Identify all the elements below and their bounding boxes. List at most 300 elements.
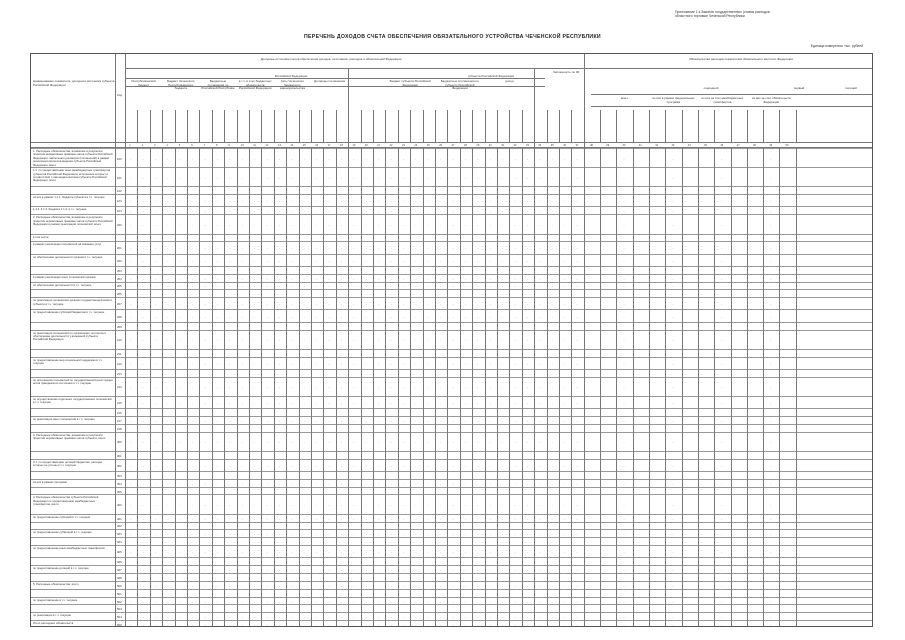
empty-cell-dash: - [576, 532, 578, 537]
empty-cell-dash: - [167, 599, 169, 604]
empty-cell-dash: - [179, 532, 181, 537]
empty-cell-dash: - [502, 599, 504, 604]
empty-cell-dash: - [291, 385, 293, 390]
empty-cell-dash: - [341, 175, 342, 180]
empty-cell-dash: - [217, 314, 218, 319]
empty-cell-dash: - [130, 361, 132, 366]
empty-cell-dash: - [452, 222, 454, 227]
empty-cell-dash: - [204, 400, 206, 405]
empty-cell-dash: - [303, 276, 305, 281]
row-code: 403 [117, 532, 122, 537]
empty-cell-dash: - [527, 246, 528, 251]
empty-cell-dash: - [390, 209, 392, 214]
empty-cell-dash: - [672, 209, 674, 214]
empty-cell-dash: - [527, 222, 528, 227]
empty-cell-dash: - [527, 385, 528, 390]
empty-cell-dash: - [167, 516, 169, 521]
empty-cell-dash: - [527, 583, 528, 588]
empty-cell-dash: - [365, 222, 367, 227]
empty-cell-dash: - [527, 284, 528, 289]
empty-cell-dash: - [241, 284, 243, 289]
empty-cell-dash: - [427, 623, 429, 627]
empty-cell-dash: - [390, 463, 392, 468]
empty-cell-dash: - [721, 361, 723, 366]
empty-cell-dash: - [254, 361, 256, 366]
empty-cell-dash: - [477, 246, 479, 251]
empty-cell-dash: - [477, 258, 479, 263]
body-column-divider [336, 148, 337, 626]
empty-cell-dash: - [477, 503, 479, 508]
header-column-divider [150, 110, 151, 142]
empty-cell-dash: - [155, 440, 156, 445]
empty-cell-dash: - [341, 302, 342, 307]
empty-cell-dash: - [254, 623, 256, 627]
empty-cell-dash: - [266, 385, 268, 390]
empty-cell-dash: - [328, 516, 330, 521]
empty-cell-dash: - [279, 175, 280, 180]
body-column-divider [311, 148, 312, 626]
empty-cell-dash: - [365, 246, 367, 251]
empty-cell-dash: - [155, 246, 156, 251]
empty-cell-dash: - [551, 258, 553, 263]
empty-cell-dash: - [229, 361, 231, 366]
empty-cell-dash: - [465, 532, 466, 537]
empty-cell-dash: - [291, 222, 293, 227]
empty-cell-dash: - [623, 209, 625, 214]
row-code: 208 [117, 314, 122, 319]
empty-cell-dash: - [378, 246, 380, 251]
empty-cell-dash: - [241, 503, 243, 508]
column-number: 45 [704, 144, 707, 147]
empty-cell-dash: - [142, 400, 144, 405]
row-label: 2. Расходные обязательства, возникшие в результате принятия нормативных правовых актов субъекта Российской Федерации в рамках реализации полномочий, всего [33, 216, 113, 227]
empty-cell-dash: - [452, 599, 454, 604]
column-number: 13 [278, 144, 281, 147]
empty-cell-dash: - [502, 516, 504, 521]
empty-cell-dash: - [403, 418, 404, 423]
empty-cell-dash: - [254, 302, 256, 307]
column-number: 12 [265, 144, 269, 147]
empty-cell-dash: - [539, 418, 541, 423]
empty-cell-dash: - [502, 463, 504, 468]
empty-cell-dash: - [353, 400, 355, 405]
empty-cell-dash: - [142, 209, 144, 214]
empty-cell-dash: - [427, 599, 429, 604]
empty-cell-dash: - [514, 258, 516, 263]
empty-cell-dash: - [204, 314, 206, 319]
empty-cell-dash: - [564, 361, 566, 366]
empty-cell-dash: - [179, 156, 181, 161]
empty-cell-dash: - [672, 361, 674, 366]
header-group-a: Доходные источники счетов обеспечения доходов, источников, расходов и обязательной Федерации [260, 58, 402, 61]
empty-cell-dash: - [440, 175, 442, 180]
row-label: по обеспечению деятельности в т.ч. текущие [33, 283, 92, 287]
empty-cell-dash: - [770, 503, 772, 508]
empty-cell-dash: - [229, 583, 231, 588]
empty-cell-dash: - [427, 385, 429, 390]
empty-cell-dash: - [254, 532, 256, 537]
empty-cell-dash: - [378, 418, 380, 423]
empty-cell-dash: - [576, 440, 578, 445]
empty-cell-dash: - [514, 338, 516, 343]
empty-cell-dash: - [291, 623, 293, 627]
empty-cell-dash: - [489, 314, 491, 319]
empty-cell-dash: - [217, 302, 218, 307]
empty-cell-dash: - [427, 481, 429, 486]
empty-cell-dash: - [266, 418, 268, 423]
empty-cell-dash: - [378, 440, 380, 445]
empty-cell-dash: - [241, 568, 243, 573]
empty-cell-dash: - [427, 568, 429, 573]
row-code: 100 [117, 156, 122, 161]
empty-cell-dash: - [204, 222, 206, 227]
empty-cell-dash: - [770, 481, 772, 486]
empty-cell-dash: - [502, 156, 504, 161]
empty-cell-dash: - [427, 550, 429, 555]
column-number: 49 [769, 144, 773, 147]
empty-cell-dash: - [427, 400, 429, 405]
empty-cell-dash: - [770, 400, 772, 405]
body-column-divider [162, 148, 163, 626]
empty-cell-dash: - [217, 440, 218, 445]
empty-cell-dash: - [341, 583, 342, 588]
empty-cell-dash: - [328, 623, 330, 627]
row-label: по осуществлению отдельных государственных полномочий в т.ч. текущие [33, 397, 112, 405]
empty-cell-dash: - [440, 418, 442, 423]
empty-cell-dash: - [564, 276, 566, 281]
empty-cell-dash: - [672, 516, 674, 521]
empty-cell-dash: - [672, 463, 674, 468]
empty-cell-dash: - [167, 400, 169, 405]
empty-cell-dash: - [672, 615, 674, 620]
attachment-note [675, 10, 895, 19]
empty-cell-dash: - [241, 615, 243, 620]
empty-cell-dash: - [514, 516, 516, 521]
header-column-divider [497, 110, 498, 142]
empty-cell-dash: - [353, 599, 355, 604]
empty-cell-dash: - [266, 361, 268, 366]
empty-cell-dash: - [576, 615, 578, 620]
empty-cell-dash: - [721, 246, 723, 251]
empty-cell-dash: - [539, 222, 541, 227]
empty-cell-dash: - [192, 258, 194, 263]
empty-cell-dash: - [365, 209, 367, 214]
empty-cell-dash: - [353, 284, 355, 289]
empty-cell-dash: - [155, 175, 156, 180]
empty-cell-dash: - [142, 599, 144, 604]
body-column-divider [274, 148, 275, 626]
empty-cell-dash: - [489, 385, 491, 390]
empty-cell-dash: - [341, 246, 342, 251]
empty-cell-dash: - [316, 276, 318, 281]
column-number: 41 [638, 144, 642, 147]
empty-cell-dash: - [576, 222, 578, 227]
empty-cell-dash: - [365, 615, 367, 620]
header-column-divider [435, 110, 436, 142]
empty-cell-dash: - [167, 550, 169, 555]
empty-cell-dash: - [353, 175, 355, 180]
empty-cell-dash: - [378, 276, 380, 281]
header-column-caption: Республиканский бюджет [131, 80, 156, 87]
empty-cell-dash: - [576, 258, 578, 263]
empty-cell-dash: - [770, 568, 772, 573]
empty-cell-dash: - [279, 276, 280, 281]
empty-cell-dash: - [452, 418, 454, 423]
empty-cell-dash: - [155, 550, 156, 555]
empty-cell-dash: - [527, 568, 528, 573]
empty-cell-dash: - [266, 615, 268, 620]
empty-cell-dash: - [489, 550, 491, 555]
body-column-divider [584, 148, 585, 626]
empty-cell-dash: - [415, 503, 417, 508]
empty-cell-dash: - [672, 400, 674, 405]
empty-cell-dash: - [672, 481, 674, 486]
column-number: 10 [240, 144, 244, 147]
empty-cell-dash: - [328, 276, 330, 281]
empty-cell-dash: - [477, 400, 479, 405]
empty-cell-dash: - [502, 418, 504, 423]
empty-cell-dash: - [353, 568, 355, 573]
empty-cell-dash: - [672, 503, 674, 508]
empty-cell-dash: - [130, 418, 132, 423]
empty-cell-dash: - [378, 599, 380, 604]
empty-cell-dash: - [316, 599, 318, 604]
empty-cell-dash: - [328, 400, 330, 405]
empty-cell-dash: - [353, 481, 355, 486]
empty-cell-dash: - [378, 338, 380, 343]
empty-cell-dash: - [217, 361, 218, 366]
header-column-divider [361, 110, 362, 142]
empty-cell-dash: - [452, 258, 454, 263]
empty-cell-dash: - [415, 222, 417, 227]
empty-cell-dash: - [489, 156, 491, 161]
empty-cell-dash: - [328, 338, 330, 343]
empty-cell-dash: - [489, 302, 491, 307]
body-column-divider [747, 148, 748, 626]
empty-cell-dash: - [390, 418, 392, 423]
empty-cell-dash: - [489, 258, 491, 263]
empty-cell-dash: - [142, 156, 144, 161]
empty-cell-dash: - [217, 599, 218, 604]
row-code: 302 [117, 463, 122, 468]
empty-cell-dash: - [527, 463, 528, 468]
empty-cell-dash: - [539, 623, 541, 627]
header-column-divider [779, 110, 780, 142]
empty-cell-dash: - [316, 615, 318, 620]
empty-cell-dash: - [303, 503, 305, 508]
empty-cell-dash: - [142, 175, 144, 180]
row-code: 301 [117, 453, 122, 458]
empty-cell-dash: - [316, 314, 318, 319]
empty-cell-dash: - [672, 550, 674, 555]
empty-cell-dash: - [415, 623, 417, 627]
empty-cell-dash: - [328, 568, 330, 573]
empty-cell-dash: - [489, 199, 491, 204]
row-label: 3.1. по предоставлению дотаций бюджетам, расходы которых не учтены в т.ч. текущие [33, 460, 103, 468]
row-label: по предоставлению дотаций в т.ч. текущие [33, 567, 89, 571]
empty-cell-dash: - [266, 246, 268, 251]
empty-cell-dash: - [291, 302, 293, 307]
empty-cell-dash: - [623, 568, 625, 573]
empty-cell-dash: - [721, 568, 723, 573]
header-column-divider [584, 110, 585, 142]
empty-cell-dash: - [440, 550, 442, 555]
empty-cell-dash: - [192, 302, 194, 307]
header-column-divider [534, 110, 535, 142]
empty-cell-dash: - [452, 361, 454, 366]
empty-cell-dash: - [254, 246, 256, 251]
empty-cell-dash: - [721, 532, 723, 537]
empty-cell-dash: - [672, 623, 674, 627]
body-column-divider [447, 148, 448, 626]
empty-cell-dash: - [465, 302, 466, 307]
empty-cell-dash: - [303, 209, 305, 214]
empty-cell-dash: - [266, 156, 268, 161]
empty-cell-dash: - [415, 532, 417, 537]
header-column-divider [398, 110, 399, 142]
empty-cell-dash: - [551, 222, 553, 227]
empty-cell-dash: - [353, 503, 355, 508]
empty-cell-dash: - [316, 623, 318, 627]
header-column-divider [682, 110, 683, 142]
header-column-divider [175, 110, 176, 142]
empty-cell-dash: - [229, 481, 231, 486]
empty-cell-dash: - [130, 503, 132, 508]
empty-cell-dash: - [623, 583, 625, 588]
empty-cell-dash: - [403, 314, 404, 319]
empty-cell-dash: - [229, 175, 231, 180]
empty-cell-dash: - [217, 503, 218, 508]
column-number: 22 [389, 144, 393, 147]
empty-cell-dash: - [316, 302, 318, 307]
empty-cell-dash: - [179, 481, 181, 486]
empty-cell-dash: - [551, 385, 553, 390]
empty-cell-dash: - [217, 338, 218, 343]
empty-cell-dash: - [551, 463, 553, 468]
body-column-divider [485, 148, 486, 626]
empty-cell-dash: - [229, 440, 231, 445]
empty-cell-dash: - [489, 338, 491, 343]
empty-cell-dash: - [241, 550, 243, 555]
empty-cell-dash: - [179, 276, 181, 281]
empty-cell-dash: - [328, 361, 330, 366]
empty-cell-dash: - [440, 246, 442, 251]
empty-cell-dash: - [564, 583, 566, 588]
empty-cell-dash: - [576, 314, 578, 319]
empty-cell-dash: - [514, 361, 516, 366]
empty-cell-dash: - [130, 222, 132, 227]
empty-cell-dash: - [564, 209, 566, 214]
empty-cell-dash: - [167, 199, 169, 204]
empty-cell-dash: - [623, 400, 625, 405]
column-number: 34 [538, 144, 542, 147]
empty-cell-dash: - [770, 385, 772, 390]
empty-cell-dash: - [266, 583, 268, 588]
empty-cell-dash: - [217, 284, 218, 289]
empty-cell-dash: - [179, 615, 181, 620]
row-label: по исполнению полномочий по государственной регистрации актов гражданского состояния в т.ч. текущие [33, 378, 113, 386]
empty-cell-dash: - [328, 532, 330, 537]
empty-cell-dash: - [217, 199, 218, 204]
empty-cell-dash: - [316, 338, 318, 343]
empty-cell-dash: - [477, 623, 479, 627]
column-number: 47 [736, 144, 740, 147]
empty-cell-dash: - [576, 302, 578, 307]
empty-cell-dash: - [155, 276, 156, 281]
empty-cell-dash: - [415, 385, 417, 390]
empty-cell-dash: - [142, 418, 144, 423]
header-column-divider [763, 110, 764, 142]
header-rule [125, 68, 873, 69]
empty-cell-dash: - [564, 418, 566, 423]
body-column-divider [731, 148, 732, 626]
empty-cell-dash: - [291, 338, 293, 343]
empty-cell-dash: - [303, 532, 305, 537]
empty-cell-dash: - [179, 440, 181, 445]
empty-cell-dash: - [514, 550, 516, 555]
empty-cell-dash: - [130, 481, 132, 486]
empty-cell-dash: - [415, 156, 417, 161]
empty-cell-dash: - [241, 532, 243, 537]
empty-cell-dash: - [192, 463, 194, 468]
empty-cell-dash: - [770, 418, 772, 423]
empty-cell-dash: - [770, 314, 772, 319]
empty-cell-dash: - [440, 156, 442, 161]
empty-cell-dash: - [427, 463, 429, 468]
header-column-divider [212, 110, 213, 142]
empty-cell-dash: - [279, 246, 280, 251]
empty-cell-dash: - [204, 583, 206, 588]
empty-cell-dash: - [514, 314, 516, 319]
empty-cell-dash: - [266, 503, 268, 508]
empty-cell-dash: - [551, 550, 553, 555]
empty-cell-dash: - [477, 276, 479, 281]
empty-cell-dash: - [303, 615, 305, 620]
empty-cell-dash: - [192, 314, 194, 319]
empty-cell-dash: - [217, 516, 218, 521]
empty-cell-dash: - [452, 246, 454, 251]
row-code: 600 [117, 623, 122, 627]
empty-cell-dash: - [167, 284, 169, 289]
empty-cell-dash: - [353, 463, 355, 468]
empty-cell-dash: - [390, 361, 392, 366]
body-column-divider [714, 148, 715, 626]
empty-cell-dash: - [254, 276, 256, 281]
empty-cell-dash: - [155, 400, 156, 405]
empty-cell-dash: - [192, 481, 194, 486]
empty-cell-dash: - [217, 550, 218, 555]
empty-cell-dash: - [341, 516, 342, 521]
empty-cell-dash: - [427, 532, 429, 537]
empty-cell-dash: - [303, 623, 305, 627]
empty-cell-dash: - [489, 209, 491, 214]
column-number: 50 [785, 144, 789, 147]
column-number: 9 [228, 144, 230, 147]
empty-cell-dash: - [440, 583, 442, 588]
empty-cell-dash: - [279, 503, 280, 508]
empty-cell-dash: - [502, 550, 504, 555]
empty-cell-dash: - [266, 440, 268, 445]
empty-cell-dash: - [291, 418, 293, 423]
header-column-divider [616, 110, 617, 142]
empty-cell-dash: - [279, 623, 280, 627]
row-code: 204 [117, 276, 122, 281]
empty-cell-dash: - [623, 599, 625, 604]
empty-cell-dash: - [539, 440, 541, 445]
empty-cell-dash: - [204, 361, 206, 366]
empty-cell-dash: - [623, 276, 625, 281]
empty-cell-dash: - [341, 599, 342, 604]
